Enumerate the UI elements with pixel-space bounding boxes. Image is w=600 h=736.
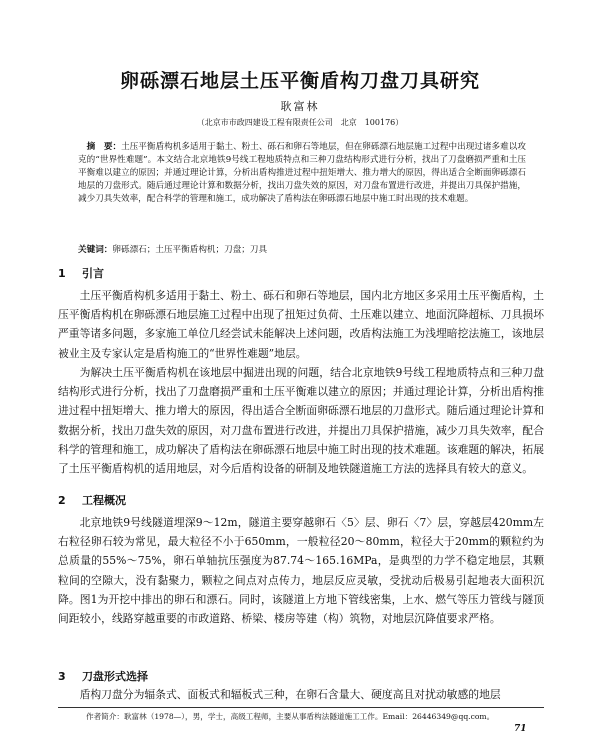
section-heading-text: 工程概况 [82, 494, 126, 507]
abstract-label: 摘 要： [86, 142, 122, 152]
section-heading-text: 引言 [82, 267, 104, 280]
keywords [78, 244, 526, 256]
author-affiliation: （北京市市政四建设工程有限责任公司 北京 100176） [196, 118, 404, 127]
section-heading-text: 刀盘形式选择 [82, 670, 148, 683]
paragraph: 北京地铁9号线隧道埋深9～12m，隧道主要穿越卵石〈5〉层、卵石〈7〉层，穿越层420mm左右粒径卵石较为常见，最大粒径不小于650mm，一般粒径20～80mm，粒径大于20mm的颗粒约为总质量的55%～75%，卵石单轴抗压强度为87.74～165.16MPa，是典型的力学不稳定地层，其颗粒间的空隙大，没有黏聚力，颗粒之间点对点传力，地层反应灵敏，受扰动后极易引起地表大面积沉降。图1为开挖中排出的卵石和漂石。同时，该隧道上方地下管线密集，上水、燃气等压力管线与隧顶间距较小，线路穿越重要的市政道路、桥梁、楼房等建（构）筑物，对地层沉降值要求严格。 [58, 516, 544, 626]
author-name: 耿富林 [280, 100, 320, 113]
section-heading-cutterhead-selection [58, 668, 148, 684]
paper-title: 卵砾漂石地层土压平衡盾构刀盘刀具研究 [119, 70, 480, 92]
section-number: 3 [58, 670, 66, 683]
paragraph: 土压平衡盾构机多适用于黏土、粉土、砾石和卵石等地层，国内北方地区多采用土压平衡盾构，土压平衡盾构机在卵砾漂石地层施工过程中出现了扭矩过负荷、土压难以建立、地面沉降超标、刀具损坏严重等诸多问题，多家施工单位几经尝试未能解决上述问题，改盾构法施工为浅埋暗挖法施工，该地层被业主及专家认定是盾构施工的“世界性难题”地层。 [58, 289, 544, 360]
section-number: 1 [58, 267, 66, 280]
footnote-divider [58, 707, 544, 708]
section-heading-project-overview [58, 492, 126, 508]
abstract-text: 土压平衡盾构机多适用于黏土、粉土、砾石和卵石等地层，但在卵砾漂石地层施工过程中出现过诸多难以攻克的“世界性难题”。本文结合北京地铁9号线工程地质特点和三种刀盘结构形式进行分析，找出了刀盘磨损严重和土压平衡难以建立的原因；并通过理论计算，分析出盾构推进过程中扭矩增大、推力增大的原因，得出适合全断面卵砾漂石地层的刀盘形式。随后通过理论计算和数据分析，找出刀盘失效的原因，对刀盘布置进行改进，并提出刀具保护措施，减少刀具失效率，配合科学的管理和施工，成功解决了盾构法在卵砾漂石地层中施工时出现的技术难题。 [78, 142, 526, 204]
paragraph: 为解决土压平衡盾构机在该地层中掘进出现的问题，结合北京地铁9号线工程地质特点和三种刀盘结构形式进行分析，找出了刀盘磨损严重和土压平衡难以建立的原因；并通过理论计算，分析出盾构推进过程中扭矩增大、推力增大的原因，得出适合全断面卵砾漂石地层的刀盘形式。随后通过理论计算和数据分析，找出刀盘失效的原因，对刀盘布置进行改进，并提出刀具保护措施，减少刀具失效率，配合科学的管理和施工，成功解决了盾构法在卵砾漂石地层中施工时出现的技术难题。该难题的解决，拓展了土压平衡盾构机的适用地层，对今后盾构设备的研制及地铁隧道施工方法的选择具有较大的意义。 [58, 366, 544, 476]
section-heading-introduction [58, 265, 104, 281]
paragraph: 盾构刀盘分为辐条式、面板式和辐板式三种，在卵石含量大、硬度高且对扰动敏感的地层 [79, 688, 501, 701]
keywords-text: 卵砾漂石；土压平衡盾构机；刀盘；刀具 [112, 245, 268, 255]
keywords-label: 关键词： [78, 245, 113, 255]
author-footnote: 作者简介：耿富林（1978—），男，学士，高级工程师，主要从事盾构法隧道施工工作。Email：26446349@qq.com。 [86, 712, 495, 721]
section-number: 2 [58, 494, 66, 507]
abstract [78, 141, 526, 206]
page-number: 71 [514, 724, 527, 734]
